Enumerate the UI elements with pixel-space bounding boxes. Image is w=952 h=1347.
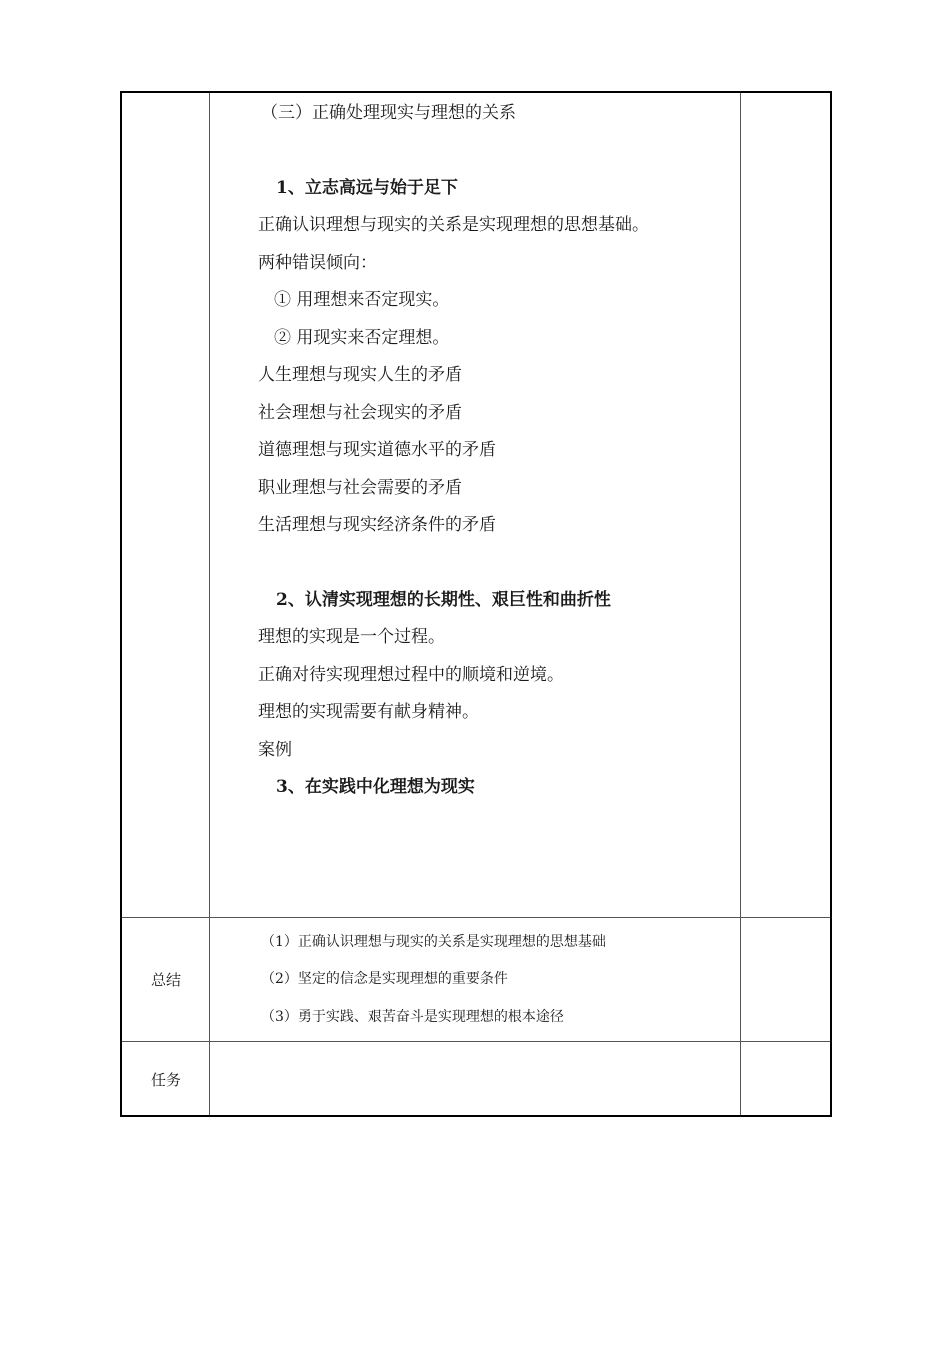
summary-item: （1）正确认识理想与现实的关系是实现理想的思想基础: [261, 934, 606, 950]
content-line: 职业理想与社会需要的矛盾: [258, 478, 462, 498]
column-divider-left: [209, 93, 210, 1115]
content-line: 案例: [258, 740, 292, 760]
summary-item: （2）坚定的信念是实现理想的重要条件: [261, 971, 508, 987]
summary-item: （3）勇于实践、艰苦奋斗是实现理想的根本途径: [261, 1009, 564, 1025]
content-line: 人生理想与现实人生的矛盾: [258, 365, 462, 385]
content-line: 理想的实现是一个过程。: [258, 627, 445, 647]
subsection-3-title: 3、在实践中化理想为现实: [276, 777, 475, 797]
row-divider-task: [122, 1041, 830, 1042]
lesson-table: [120, 91, 832, 1117]
task-label: 任务: [150, 1071, 181, 1089]
content-line: 正确对待实现理想过程中的顺境和逆境。: [258, 665, 564, 685]
content-line: 社会理想与社会现实的矛盾: [258, 403, 462, 423]
column-divider-right: [740, 93, 741, 1115]
content-line: 理想的实现需要有献身精神。: [258, 702, 479, 722]
subsection-1-title: 1、立志高远与始于足下: [276, 178, 458, 198]
subsection-2-title: 2、认清实现理想的长期性、艰巨性和曲折性: [276, 590, 611, 610]
section-heading: （三）正确处理现实与理想的关系: [261, 103, 516, 123]
summary-label: 总结: [150, 971, 181, 989]
list-item: ① 用理想来否定现实。: [274, 290, 450, 310]
content-line: 正确认识理想与现实的关系是实现理想的思想基础。: [258, 215, 649, 235]
content-line: 两种错误倾向：: [258, 253, 377, 273]
row-divider-summary: [122, 917, 830, 918]
content-line: 道德理想与现实道德水平的矛盾: [258, 440, 496, 460]
content-line: 生活理想与现实经济条件的矛盾: [258, 515, 496, 535]
list-item: ② 用现实来否定理想。: [274, 328, 450, 348]
